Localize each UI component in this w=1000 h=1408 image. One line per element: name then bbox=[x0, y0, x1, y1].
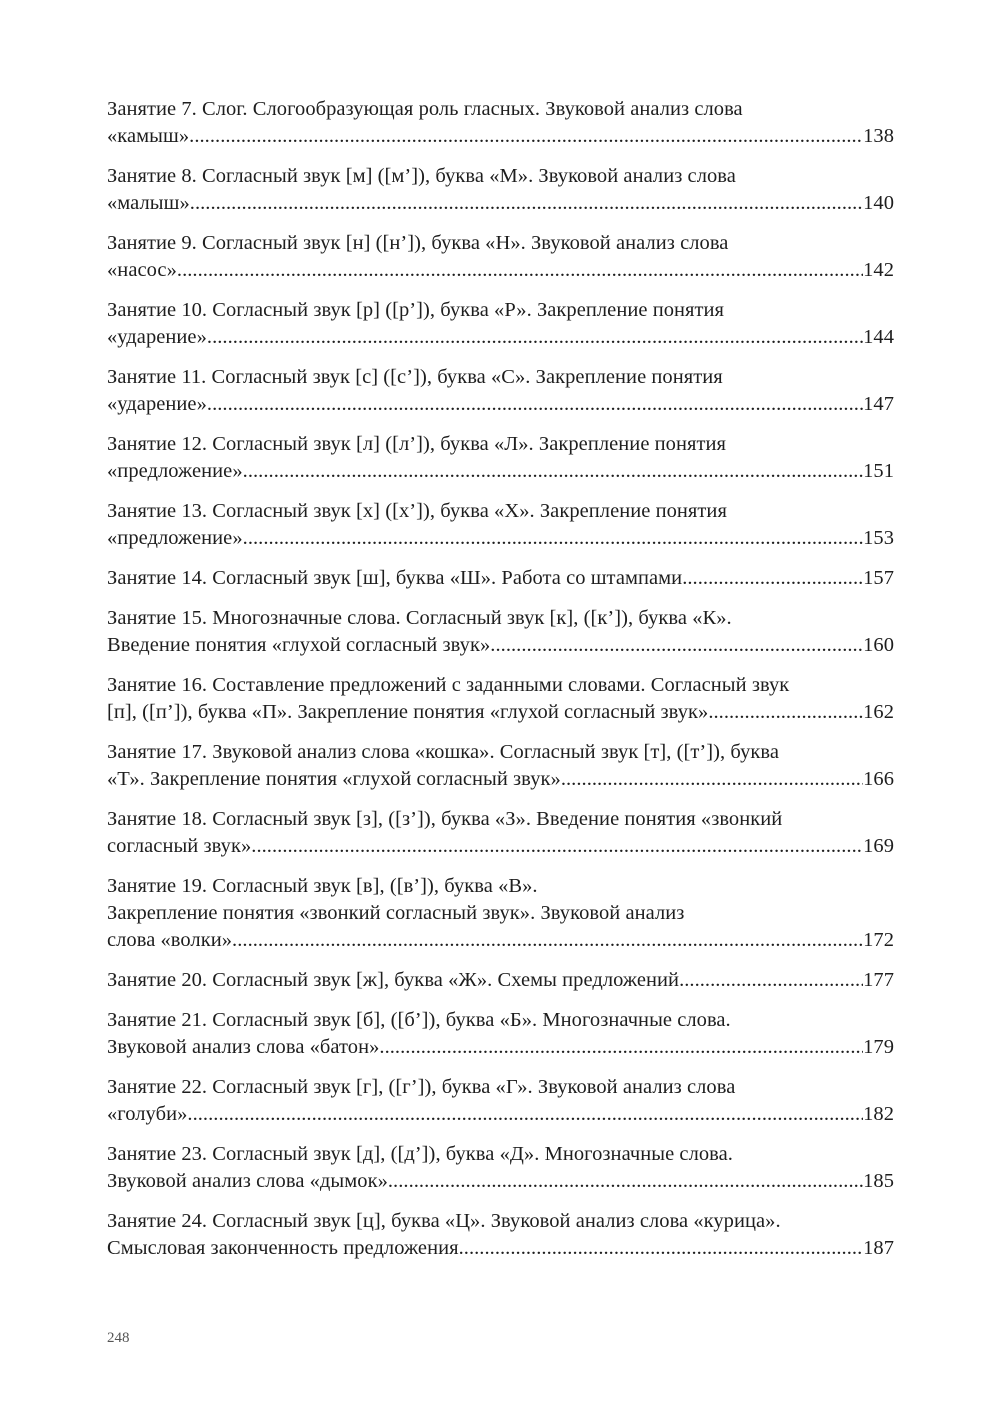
toc-entry-line: Занятие 11. Согласный звук [с] ([с’]), буква «С». Закрепление понятия bbox=[107, 366, 723, 388]
toc-entry-last-line bbox=[107, 927, 894, 954]
toc-entry-line: Закрепление понятия «звонкий согласный звук». Звуковой анализ bbox=[107, 902, 685, 924]
dot-leader bbox=[459, 1235, 863, 1262]
toc-entry-page: 179 bbox=[863, 1036, 894, 1058]
toc-entry-line: Занятие 21. Согласный звук [б], ([б’]), буква «Б». Многозначные слова. bbox=[107, 1009, 731, 1031]
toc-entry bbox=[107, 806, 894, 860]
toc-entry-page: 142 bbox=[863, 259, 894, 281]
dot-leader bbox=[490, 632, 863, 659]
toc-entry bbox=[107, 1141, 894, 1195]
dot-leader bbox=[682, 565, 863, 592]
toc-entry-last-line bbox=[107, 1235, 894, 1262]
page-number: 248 bbox=[107, 1330, 130, 1346]
dot-leader bbox=[561, 766, 863, 793]
toc-entry-title: слова «волки» bbox=[107, 929, 233, 951]
toc-entry bbox=[107, 873, 894, 954]
toc-entry-page: 140 bbox=[863, 192, 894, 214]
toc-entry-title: «голуби» bbox=[107, 1103, 188, 1125]
dot-leader bbox=[189, 123, 863, 150]
dot-leader bbox=[251, 833, 863, 860]
toc-entry-title: «предложение» bbox=[107, 527, 243, 549]
toc-entry-last-line bbox=[107, 525, 894, 552]
toc-entry bbox=[107, 739, 894, 793]
toc-entry-page: 185 bbox=[863, 1170, 894, 1192]
toc-entry bbox=[107, 364, 894, 418]
toc-entry-page: 147 bbox=[863, 393, 894, 415]
toc-entry-line: Занятие 23. Согласный звук [д], ([д’]), буква «Д». Многозначные слова. bbox=[107, 1143, 733, 1165]
toc-entry-page: 182 bbox=[863, 1103, 894, 1125]
toc-entry bbox=[107, 163, 894, 217]
toc-entry-page: 144 bbox=[863, 326, 894, 348]
toc-entry-line: Занятие 22. Согласный звук [г], ([г’]), буква «Г». Звуковой анализ слова bbox=[107, 1076, 736, 1098]
toc-entry-last-line bbox=[107, 190, 894, 217]
table-of-contents bbox=[107, 96, 894, 1275]
toc-entry bbox=[107, 431, 894, 485]
toc-entry-line: Занятие 18. Согласный звук [з], ([з’]), буква «З». Введение понятия «звонкий bbox=[107, 808, 783, 830]
toc-entry-line: Занятие 10. Согласный звук [р] ([р’]), буква «Р». Закрепление понятия bbox=[107, 299, 725, 321]
dot-leader bbox=[190, 190, 863, 217]
toc-entry bbox=[107, 297, 894, 351]
toc-entry-title: [п], ([п’]), буква «П». Закрепление понятия «глухой согласный звук» bbox=[107, 701, 709, 723]
toc-entry-last-line bbox=[107, 833, 894, 860]
dot-leader bbox=[177, 257, 863, 284]
toc-entry-last-line bbox=[107, 565, 894, 592]
toc-entry-line: Занятие 19. Согласный звук [в], ([в’]), буква «В». bbox=[107, 875, 538, 897]
toc-entry-page: 160 bbox=[863, 634, 894, 656]
toc-entry-line: Занятие 9. Согласный звук [н] ([н’]), буква «Н». Звуковой анализ слова bbox=[107, 232, 729, 254]
dot-leader bbox=[207, 324, 863, 351]
toc-entry-title: «Т». Закрепление понятия «глухой согласный звук» bbox=[107, 768, 561, 790]
toc-entry bbox=[107, 1007, 894, 1061]
toc-entry-title: Звуковой анализ слова «дымок» bbox=[107, 1170, 388, 1192]
toc-entry-line: Занятие 16. Составление предложений с заданными словами. Согласный звук bbox=[107, 674, 790, 696]
toc-entry bbox=[107, 1074, 894, 1128]
toc-entry-page: 169 bbox=[863, 835, 894, 857]
toc-entry-title: «ударение» bbox=[107, 326, 207, 348]
dot-leader bbox=[232, 927, 863, 954]
toc-entry-last-line bbox=[107, 967, 894, 994]
toc-entry-title: Звуковой анализ слова «батон» bbox=[107, 1036, 380, 1058]
toc-entry-last-line bbox=[107, 324, 894, 351]
dot-leader bbox=[679, 967, 863, 994]
dot-leader bbox=[243, 458, 863, 485]
toc-entry-last-line bbox=[107, 123, 894, 150]
toc-entry bbox=[107, 96, 894, 150]
toc-entry bbox=[107, 672, 894, 726]
toc-entry-page: 166 bbox=[863, 768, 894, 790]
dot-leader bbox=[243, 525, 863, 552]
toc-entry-last-line bbox=[107, 458, 894, 485]
dot-leader bbox=[207, 391, 863, 418]
toc-entry-title: «малыш» bbox=[107, 192, 190, 214]
toc-entry bbox=[107, 230, 894, 284]
toc-entry-page: 177 bbox=[863, 969, 894, 991]
toc-entry-title: «насос» bbox=[107, 259, 177, 281]
dot-leader bbox=[187, 1101, 863, 1128]
toc-entry-title: «камыш» bbox=[107, 125, 190, 147]
toc-entry-last-line bbox=[107, 766, 894, 793]
toc-entry-line: Занятие 24. Согласный звук [ц], буква «Ц». Звуковой анализ слова «курица». bbox=[107, 1210, 781, 1232]
toc-entry-last-line bbox=[107, 257, 894, 284]
toc-entry-line: Занятие 7. Слог. Слогообразующая роль гласных. Звуковой анализ слова bbox=[107, 98, 743, 120]
dot-leader bbox=[708, 699, 863, 726]
toc-entry-line: Занятие 15. Многозначные слова. Согласный звук [к], ([к’]), буква «К». bbox=[107, 607, 732, 629]
toc-entry-title: «ударение» bbox=[107, 393, 207, 415]
toc-entry-last-line bbox=[107, 699, 894, 726]
toc-entry-title: «предложение» bbox=[107, 460, 243, 482]
dot-leader bbox=[379, 1034, 863, 1061]
toc-entry-title: согласный звук» bbox=[107, 835, 252, 857]
toc-entry-last-line bbox=[107, 1168, 894, 1195]
toc-entry bbox=[107, 967, 894, 994]
toc-entry-last-line bbox=[107, 1101, 894, 1128]
toc-entry-line: Занятие 17. Звуковой анализ слова «кошка». Согласный звук [т], ([т’]), буква bbox=[107, 741, 780, 763]
toc-entry-line: Занятие 12. Согласный звук [л] ([л’]), буква «Л». Закрепление понятия bbox=[107, 433, 726, 455]
toc-entry-page: 187 bbox=[863, 1237, 894, 1259]
toc-entry bbox=[107, 1208, 894, 1262]
toc-entry bbox=[107, 605, 894, 659]
toc-entry-line: Занятие 13. Согласный звук [х] ([х’]), буква «Х». Закрепление понятия bbox=[107, 500, 727, 522]
toc-entry-page: 138 bbox=[863, 125, 894, 147]
dot-leader bbox=[388, 1168, 863, 1195]
toc-entry-last-line bbox=[107, 1034, 894, 1061]
toc-entry-title: Смысловая законченность предложения bbox=[107, 1237, 459, 1259]
toc-entry-title: Введение понятия «глухой согласный звук» bbox=[107, 634, 491, 656]
toc-entry-title: Занятие 14. Согласный звук [ш], буква «Ш». Работа со штампами bbox=[107, 567, 683, 589]
toc-entry bbox=[107, 498, 894, 552]
toc-entry-line: Занятие 8. Согласный звук [м] ([м’]), буква «М». Звуковой анализ слова bbox=[107, 165, 736, 187]
toc-entry-page: 157 bbox=[863, 567, 894, 589]
toc-entry-last-line bbox=[107, 632, 894, 659]
toc-entry-page: 162 bbox=[863, 701, 894, 723]
toc-entry-page: 153 bbox=[863, 527, 894, 549]
toc-entry-last-line bbox=[107, 391, 894, 418]
toc-entry-title: Занятие 20. Согласный звук [ж], буква «Ж». Схемы предложений bbox=[107, 969, 680, 991]
toc-entry-page: 151 bbox=[863, 460, 894, 482]
toc-entry bbox=[107, 565, 894, 592]
toc-entry-page: 172 bbox=[863, 929, 894, 951]
